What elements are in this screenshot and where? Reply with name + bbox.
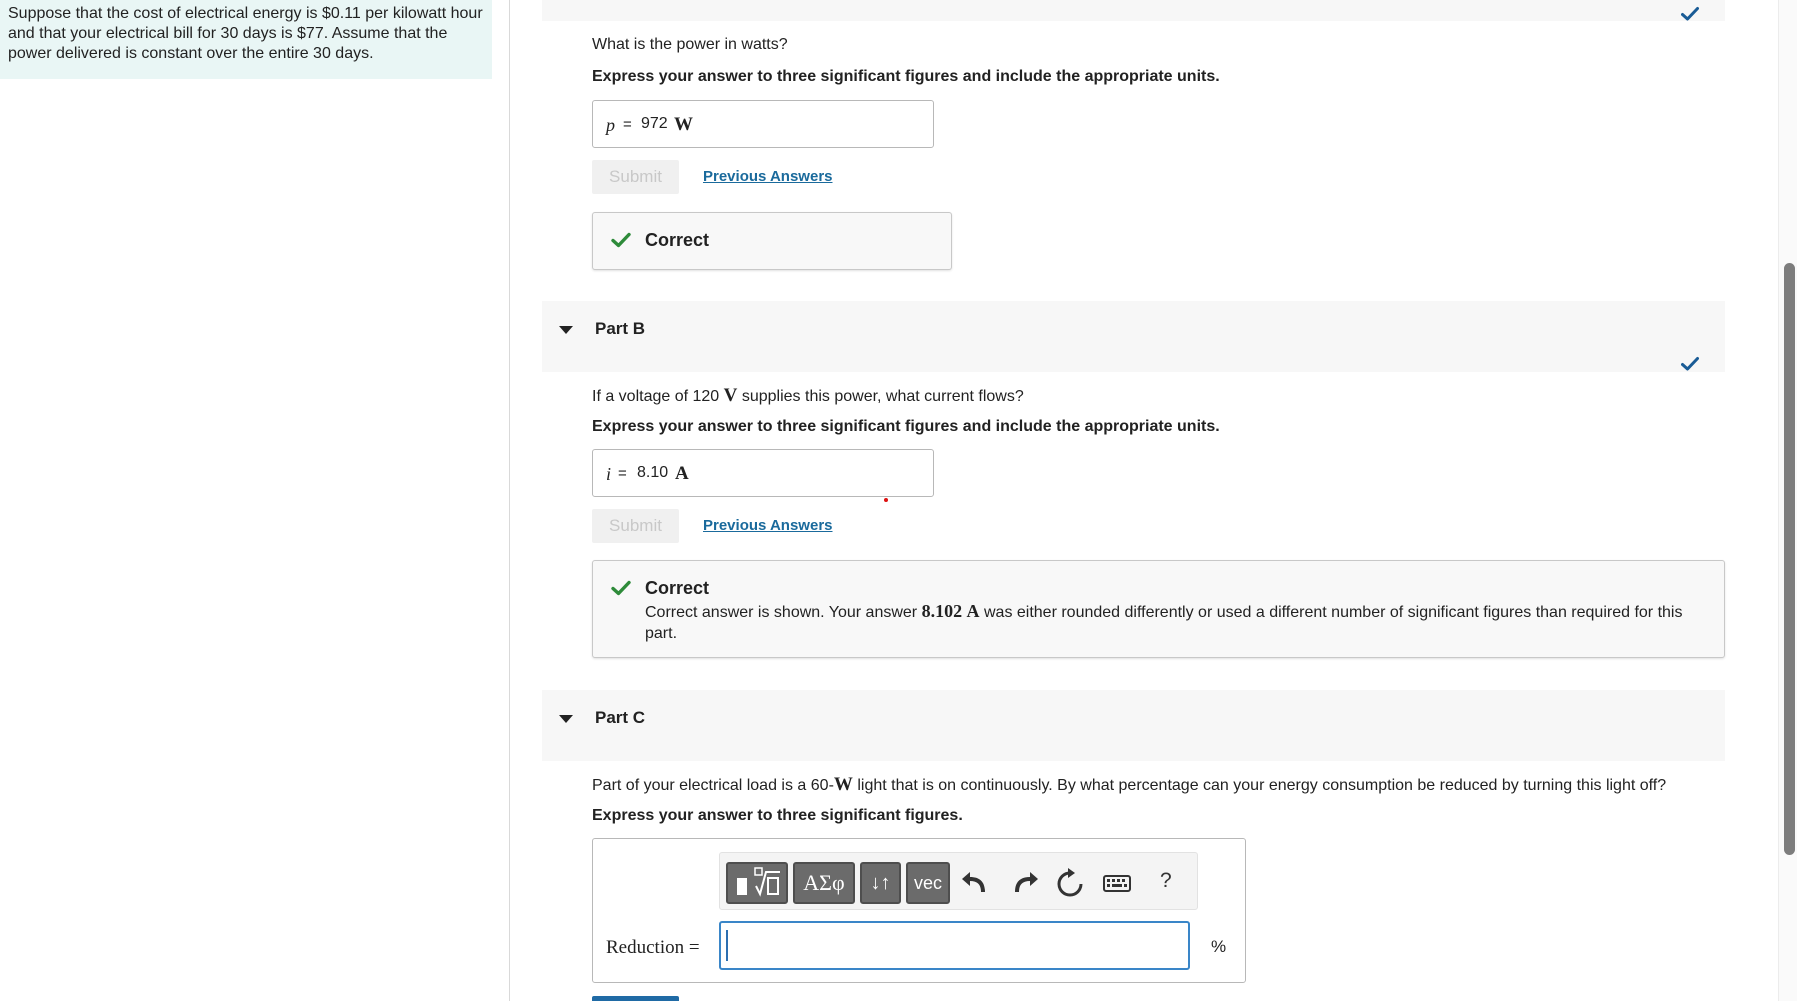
answer-unit: W: [674, 114, 693, 135]
part-b-instruction: Express your answer to three significant figures and include the appropriate units.: [592, 418, 1220, 435]
part-c-question: [592, 774, 1666, 796]
question-text-post: light that is on continuously. By what percentage can your energy consumption be reduced by turning this light off?: [857, 777, 1667, 794]
greek-symbols-button[interactable]: ΑΣφ: [793, 862, 855, 904]
text-cursor: [726, 930, 728, 961]
part-b-check-icon: [1681, 356, 1699, 372]
templates-icon: [728, 864, 786, 900]
part-b-submit-button[interactable]: Submit: [592, 509, 679, 543]
part-a-previous-answers-link[interactable]: Previous Answers: [703, 168, 833, 185]
answer-variable: i: [606, 464, 612, 484]
math-toolbar: [719, 852, 1198, 910]
part-b-question: [592, 385, 1024, 407]
part-a-submit-button[interactable]: Submit: [592, 160, 679, 194]
question-text-post: supplies this power, what current flows?: [741, 388, 1024, 405]
part-b-header[interactable]: [542, 301, 1725, 372]
part-c-header[interactable]: [542, 690, 1725, 761]
part-b-title: Part B: [595, 319, 646, 338]
part-c-instruction: Express your answer to three significant figures.: [592, 807, 963, 824]
answer-value: 8.10: [637, 464, 669, 481]
problem-intro: [0, 0, 492, 79]
part-b-feedback: [592, 560, 1725, 658]
reduction-label: Reduction =: [606, 937, 700, 958]
correct-check-icon: [611, 232, 631, 248]
part-c-title: Part C: [595, 708, 646, 727]
feedback-message: [645, 601, 1706, 644]
feedback-title: Correct: [645, 230, 710, 250]
answer-variable: p: [606, 115, 615, 135]
feedback-message-post: was either rounded differently or used a different number of significant figures than required for this part.: [645, 604, 1683, 642]
panel-divider: [509, 0, 510, 1001]
feedback-unit: A: [966, 601, 980, 621]
scrollbar-thumb[interactable]: [1784, 263, 1795, 855]
part-a-instruction: Express your answer to three significant figures and include the appropriate units.: [592, 68, 1220, 85]
reset-icon[interactable]: [1052, 865, 1088, 901]
feedback-message-pre: Correct answer is shown. Your answer: [645, 604, 918, 621]
keyboard-icon[interactable]: [1099, 865, 1135, 901]
question-text-pre: If a voltage of 120: [592, 388, 720, 405]
part-a-header[interactable]: [542, 0, 1725, 21]
answer-equals: =: [623, 116, 632, 133]
question-unit: W: [833, 774, 853, 795]
vector-button[interactable]: vec: [906, 862, 950, 904]
part-c-math-input: [592, 838, 1246, 983]
subscript-superscript-button[interactable]: ↓↑: [860, 862, 901, 904]
correct-check-icon: [611, 580, 631, 596]
answer-equals: =: [618, 465, 627, 482]
indicator-dot: [884, 498, 888, 502]
templates-button[interactable]: [726, 862, 788, 904]
feedback-value: 8.102: [921, 601, 963, 621]
percent-unit: %: [1211, 937, 1227, 956]
part-a-check-icon: [1681, 6, 1699, 22]
caret-down-icon[interactable]: [559, 326, 573, 334]
answer-value: 972: [641, 115, 668, 132]
feedback-title: Correct: [645, 578, 710, 598]
help-button[interactable]: ?: [1160, 869, 1172, 892]
caret-down-icon[interactable]: [559, 715, 573, 723]
part-a-question: What is the power in watts?: [592, 36, 788, 53]
part-a-feedback: [592, 212, 952, 270]
part-b-previous-answers-link[interactable]: Previous Answers: [703, 517, 833, 534]
redo-icon[interactable]: [1006, 865, 1042, 901]
part-b-answer-field[interactable]: [592, 449, 934, 497]
answer-unit: A: [675, 463, 689, 484]
part-a-answer-field[interactable]: [592, 100, 934, 148]
question-unit: V: [723, 385, 738, 406]
problem-intro-text: Suppose that the cost of electrical energy is $0.11 per kilowatt hour and that your electrical bill for 30 days is $77. Assume that the power delivered is constant over the entire 30 days.: [8, 5, 483, 62]
question-text-pre: Part of your electrical load is a 60-: [592, 777, 834, 794]
reduction-input[interactable]: [719, 921, 1190, 970]
part-c-submit-button-edge[interactable]: [592, 996, 679, 1001]
undo-icon[interactable]: [958, 865, 994, 901]
